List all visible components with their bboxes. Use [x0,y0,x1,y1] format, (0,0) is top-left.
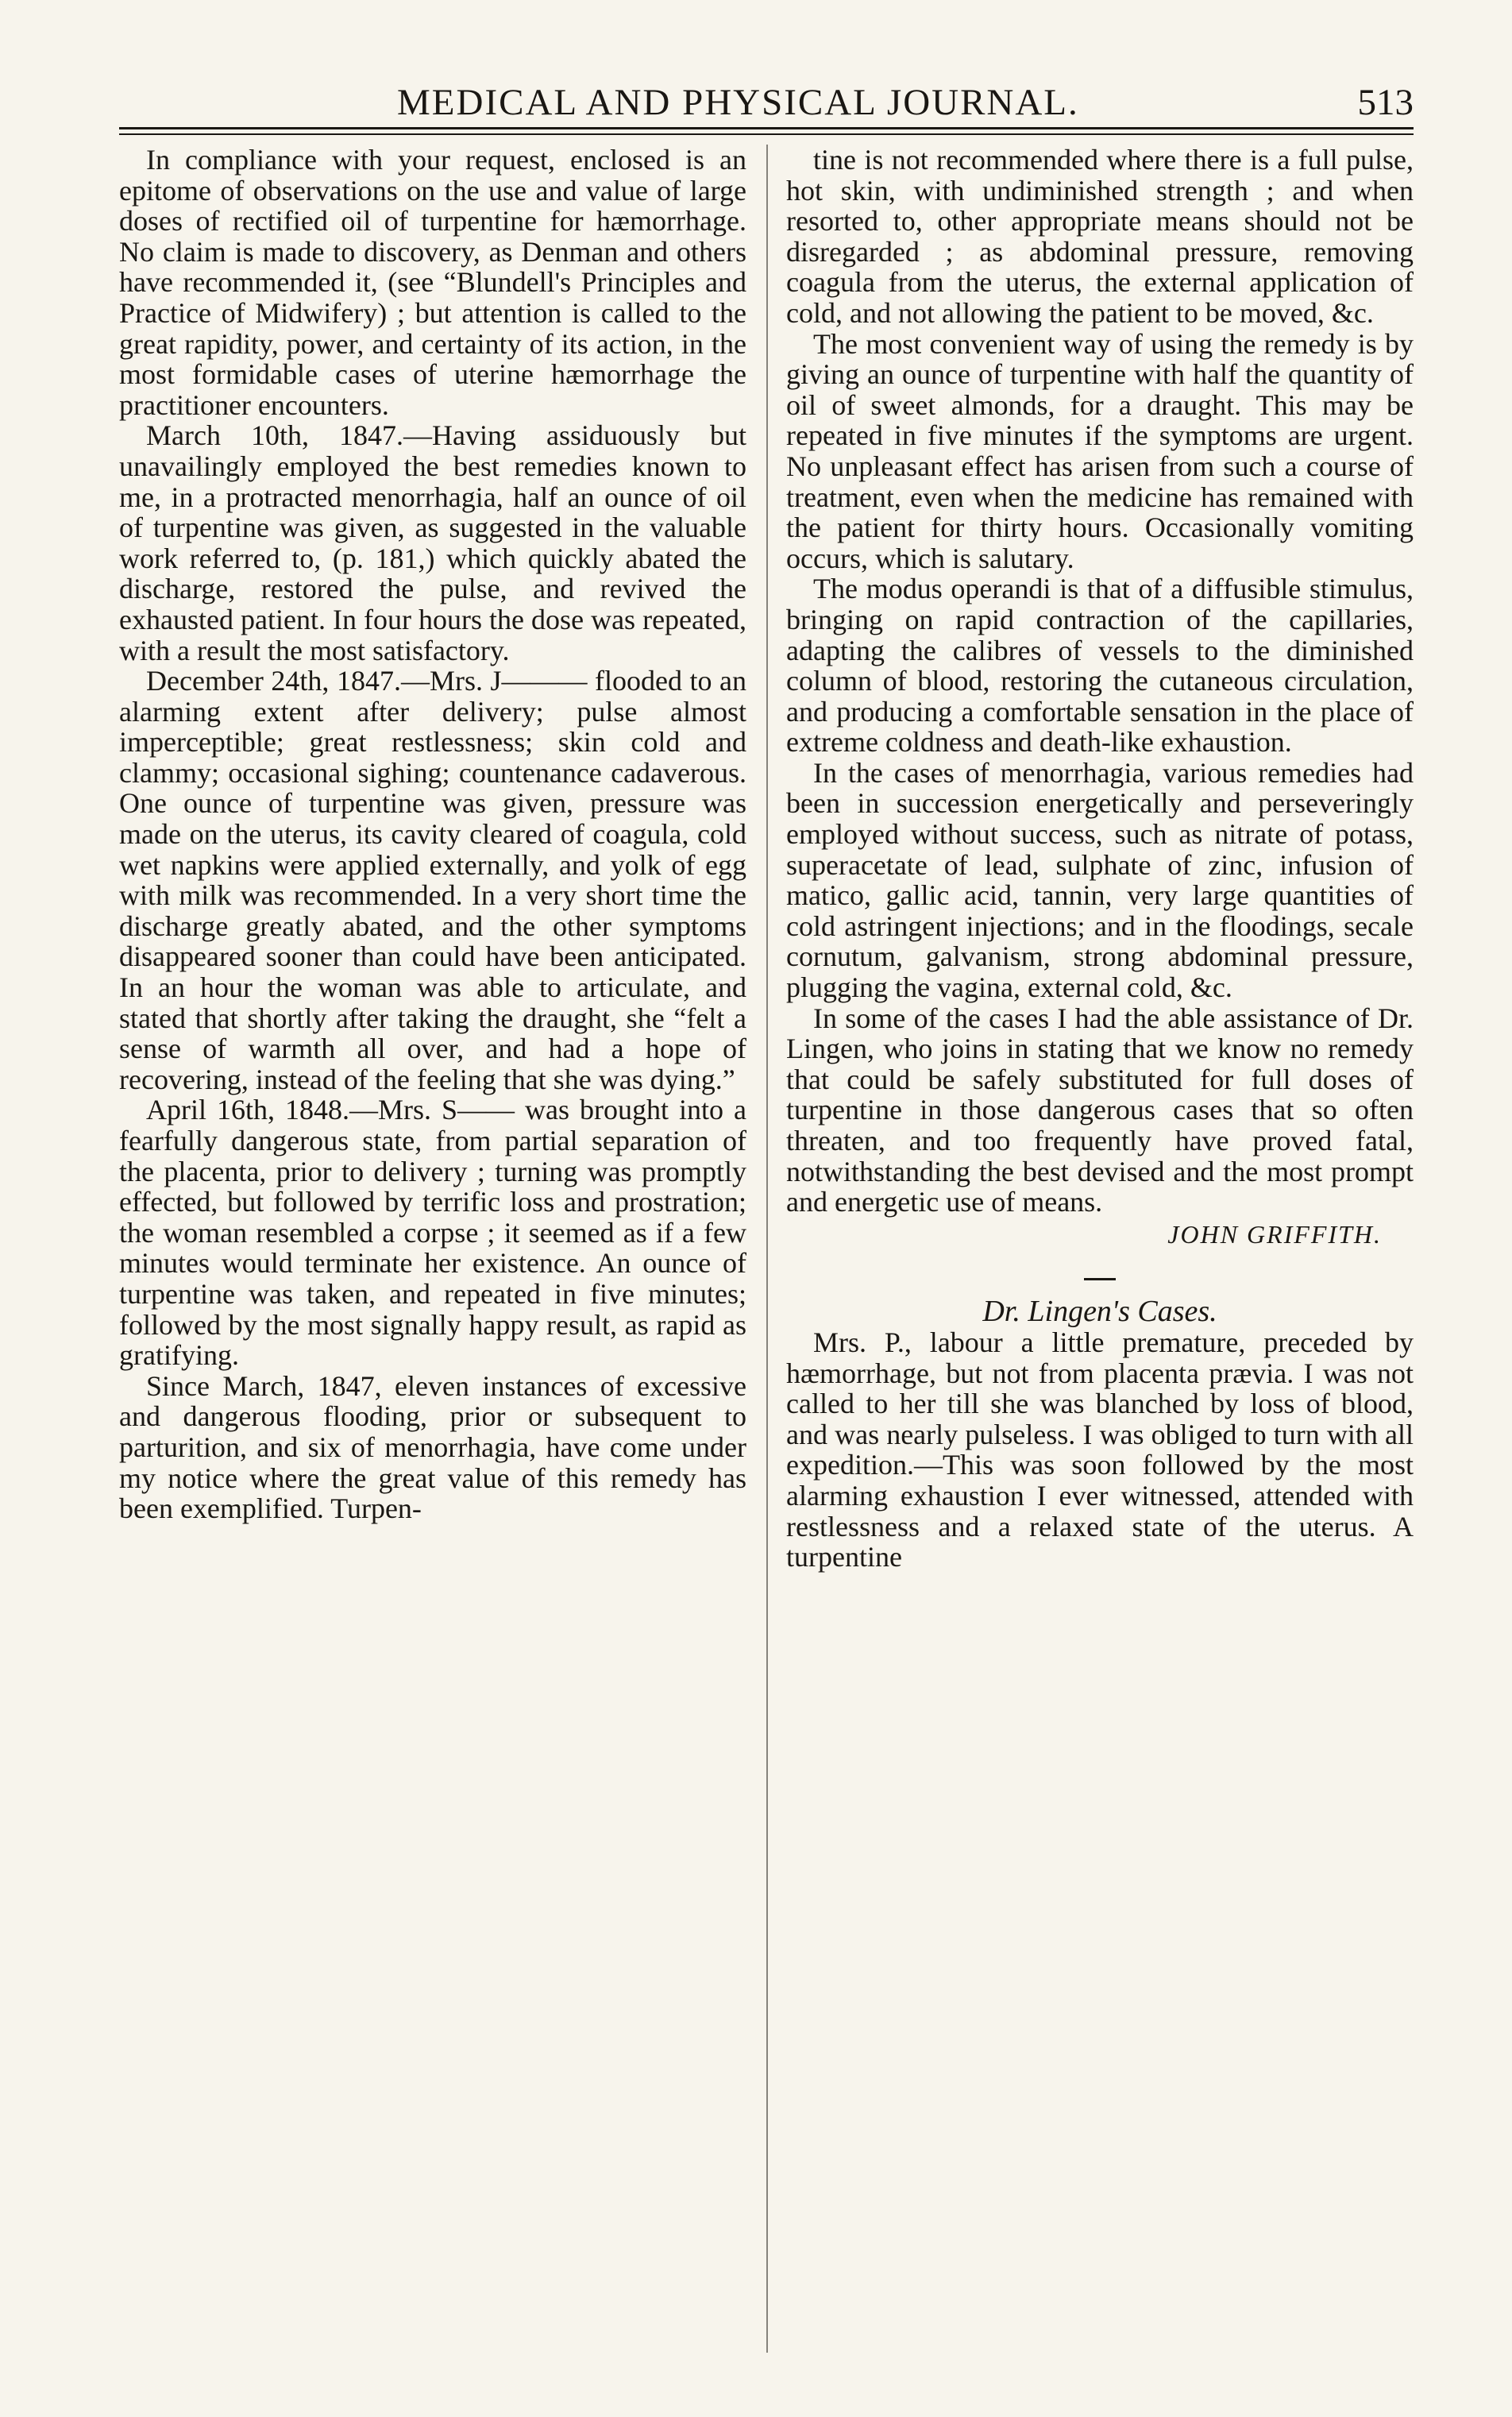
paragraph-case-march-1847: March 10th, 1847.—Having assiduously but unavailingly employed the best remedies known to me, in a protracted menorrhagia, half an ounce of oil of turpentine was given, as suggested in the valuable work referred to, (p. 181,) which quickly abated the discharge, restored the pulse, and revived the exhausted patient. In four hours the dose was repeated, with a result the most satisfactory. [119,419,746,666]
paragraph-modus-operandi: The modus operandi is that of a diffusible stimulus, bringing on rapid contraction of the capillaries, adapting the calibres of vessels to the diminished column of blood, restoring the cutaneous circulation, and producing a comfortable sensation in the place of extreme coldness and death-like exhaustion. [786,573,1414,759]
header-rule-top [119,127,1414,129]
section-divider [1084,1278,1116,1280]
column-divider [766,145,768,2353]
header-rule-bottom [119,133,1414,135]
paragraph-case-mrs-p: Mrs. P., labour a little premature, preceded by hæmorrhage, but not from placenta prævia. I was not called to her till she was blanched by loss of blood, and was nearly pulseless. I was obliged to turn with all expedition.—This was soon followed by the most alarming exhaustion I ever witnessed, attended with restlessness and a relaxed state of the uterus. A turpentine [786,1326,1414,1573]
paragraph-administration: The most convenient way of using the remedy is by giving an ounce of turpentine with half the quantity of oil of sweet almonds, for a draught. This may be repeated in five minutes if the symptoms are urgent. No unpleasant effect has arisen from such a course of treatment, even when the medicine has remained with the patient for thirty hours. Occasionally vomiting occurs, which is salutary. [786,327,1414,574]
author-signature: JOHN GRIFFITH. [1167,1219,1382,1249]
paragraph-introduction: In compliance with your request, enclosed is an epitome of observations on the use and value of large doses of rectified oil of turpentine for hæmorrhage. No claim is made to discovery, as Denman and others have recommended it, (see “Blundell's Principles and Practice of Midwifery) ; but attention is called to the great rapidity, power, and certainty of its action, in the most formidable cases of uterine hæmorrhage the practitioner encounters. [119,145,746,421]
paragraph-lingen-assistance: In some of the cases I had the able assistance of Dr. Lingen, who joins in stating that we know no remedy that could be safely substituted for full doses of turpentine in those dangerous cases that so often threaten, and too frequently have proved fatal, notwithstanding the best devised and the most prompt and energetic use of means. [786,1002,1414,1218]
running-head: MEDICAL AND PHYSICAL JOURNAL. [397,82,1079,123]
left-column [119,145,746,2353]
page-number: 513 [1357,82,1414,123]
paragraph-summary-instances: Since March, 1847, eleven instances of excessive and dangerous flooding, prior or subsequent to parturition, and six of menorrhagia, have come under my notice where the great value of this remedy has been exemplified. Turpen- [119,1369,746,1525]
section-heading: Dr. Lingen's Cases. [982,1295,1217,1329]
paragraph-prior-remedies: In the cases of menorrhagia, various remedies had been in succession energetically and perseveringly employed without success, such as nitrate of potass, superacetate of lead, sulphate of zinc, infusion of matico, gallic acid, tannin, very large quantities of cold astringent injections; and in the floodings, secale cornutum, galvanism, strong abdominal pressure, plugging the vagina, external cold, &c. [786,756,1414,1004]
right-column [786,145,1414,2353]
paragraph-case-december-1847: December 24th, 1847.—Mrs. J——— flooded to an alarming extent after delivery; pulse almost imperceptible; great restlessness; skin cold and clammy; occasional sighing; countenance cadaverous. One ounce of turpentine was given, pressure was made on the uterus, its cavity cleared of coagula, cold wet napkins were applied externally, and yolk of egg with milk was recommended. In a very short time the discharge greatly abated, and the other symptoms disappeared sooner than could have been anticipated. In an hour the woman was able to articulate, and stated that shortly after taking the draught, she “felt a sense of warmth all over, and had a hope of recovering, instead of the feeling that she was dying.” [119,665,746,1095]
paragraph-contraindications: tine is not recommended where there is a full pulse, hot skin, with undiminished strength ; and when resorted to, other appropriate means should not be disregarded ; as abdominal pressure, removing coagula from the uterus, the external application of cold, and not allowing the patient to be moved, &c. [786,145,1414,329]
paragraph-case-april-1848: April 16th, 1848.—Mrs. S—— was brought into a fearfully dangerous state, from partial separation of the placenta, prior to delivery ; turning was promptly effected, but followed by terrific loss and prostration; the woman resembled a corpse ; it seemed as if a few minutes would terminate her existence. An ounce of turpentine was taken, and repeated in five minutes; followed by the most signally happy result, as rapid as gratifying. [119,1094,746,1372]
